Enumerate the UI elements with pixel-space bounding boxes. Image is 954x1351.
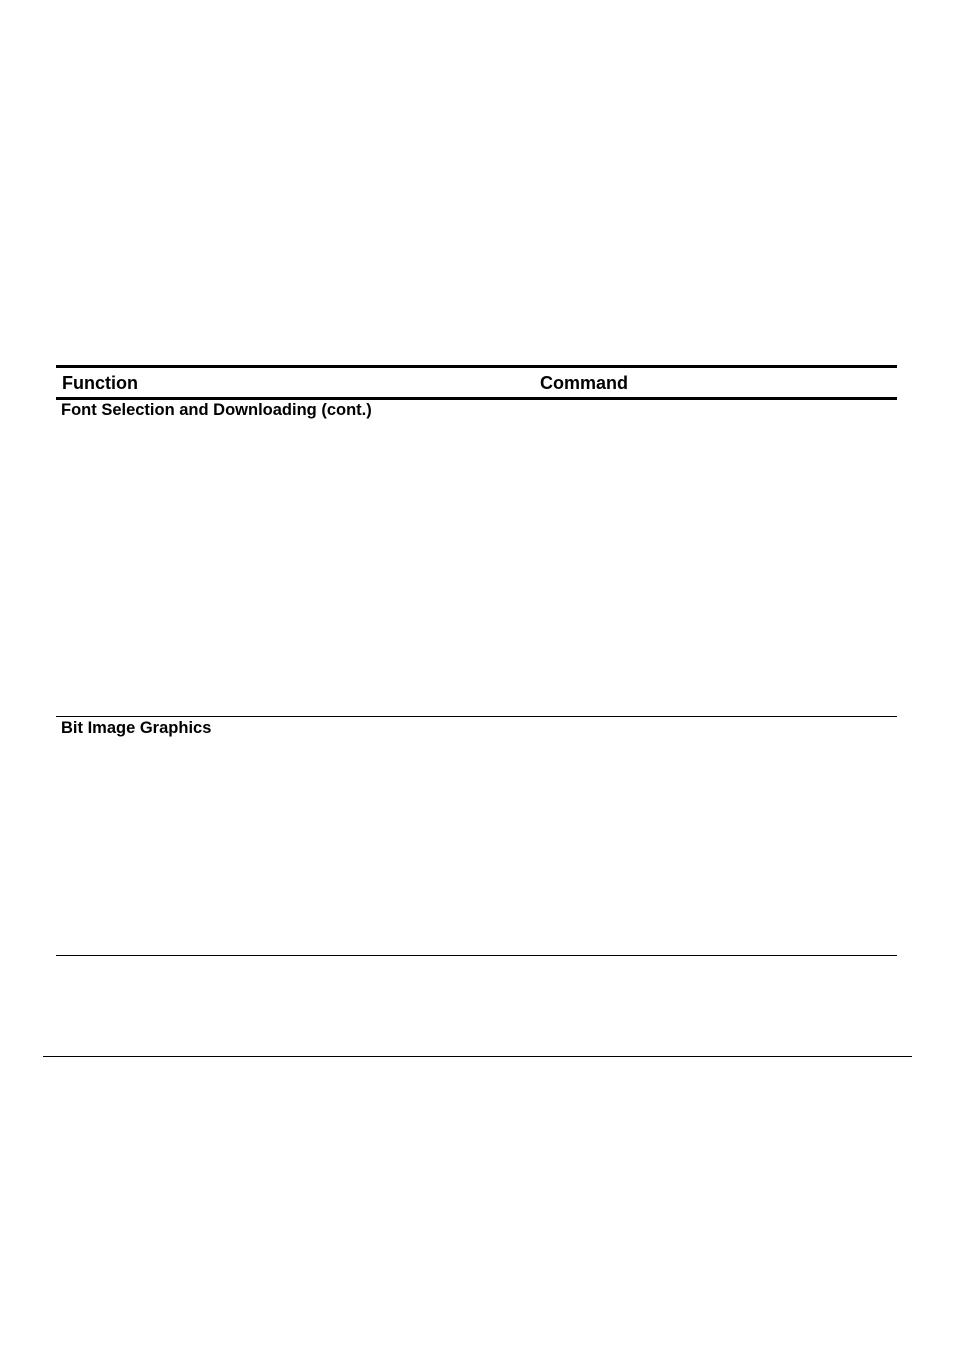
table-bottom-rule (56, 955, 897, 956)
page-footer-rule (43, 1056, 912, 1057)
section-heading-bit-image-graphics: Bit Image Graphics (61, 719, 212, 737)
column-header-function: Function (62, 373, 138, 393)
section-heading-font-selection: Font Selection and Downloading (cont.) (61, 401, 372, 419)
table-top-rule (56, 365, 897, 368)
section-divider (56, 716, 897, 717)
column-header-command: Command (540, 373, 629, 393)
